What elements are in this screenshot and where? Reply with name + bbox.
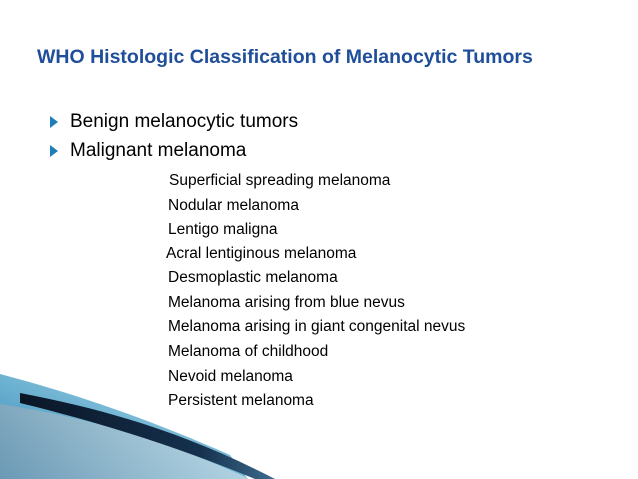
subtype-item: Melanoma of childhood [168,343,329,360]
bullet-text: Benign melanocytic tumors [70,111,299,132]
bullet-item-malignant [46,139,246,163]
bullet-item-benign [46,110,298,134]
subtype-item: Nodular melanoma [168,197,299,214]
subtype-item: Melanoma arising from blue nevus [168,294,405,311]
subtype-item: Superficial spreading melanoma [169,172,391,189]
slide-title: WHO Histologic Classification of Melanocytic Tumors [37,46,533,68]
subtype-item: Desmoplastic melanoma [168,269,338,286]
subtype-item: Acral lentiginous melanoma [166,245,357,262]
triangle-right-icon [46,114,62,130]
subtype-item: Nevoid melanoma [168,368,293,385]
triangle-right-icon [46,143,62,159]
bullet-text: Malignant melanoma [70,140,247,161]
subtype-item: Lentigo maligna [168,221,278,238]
subtype-item: Persistent melanoma [168,392,314,409]
subtype-item: Melanoma arising in giant congenital nevus [168,318,466,335]
